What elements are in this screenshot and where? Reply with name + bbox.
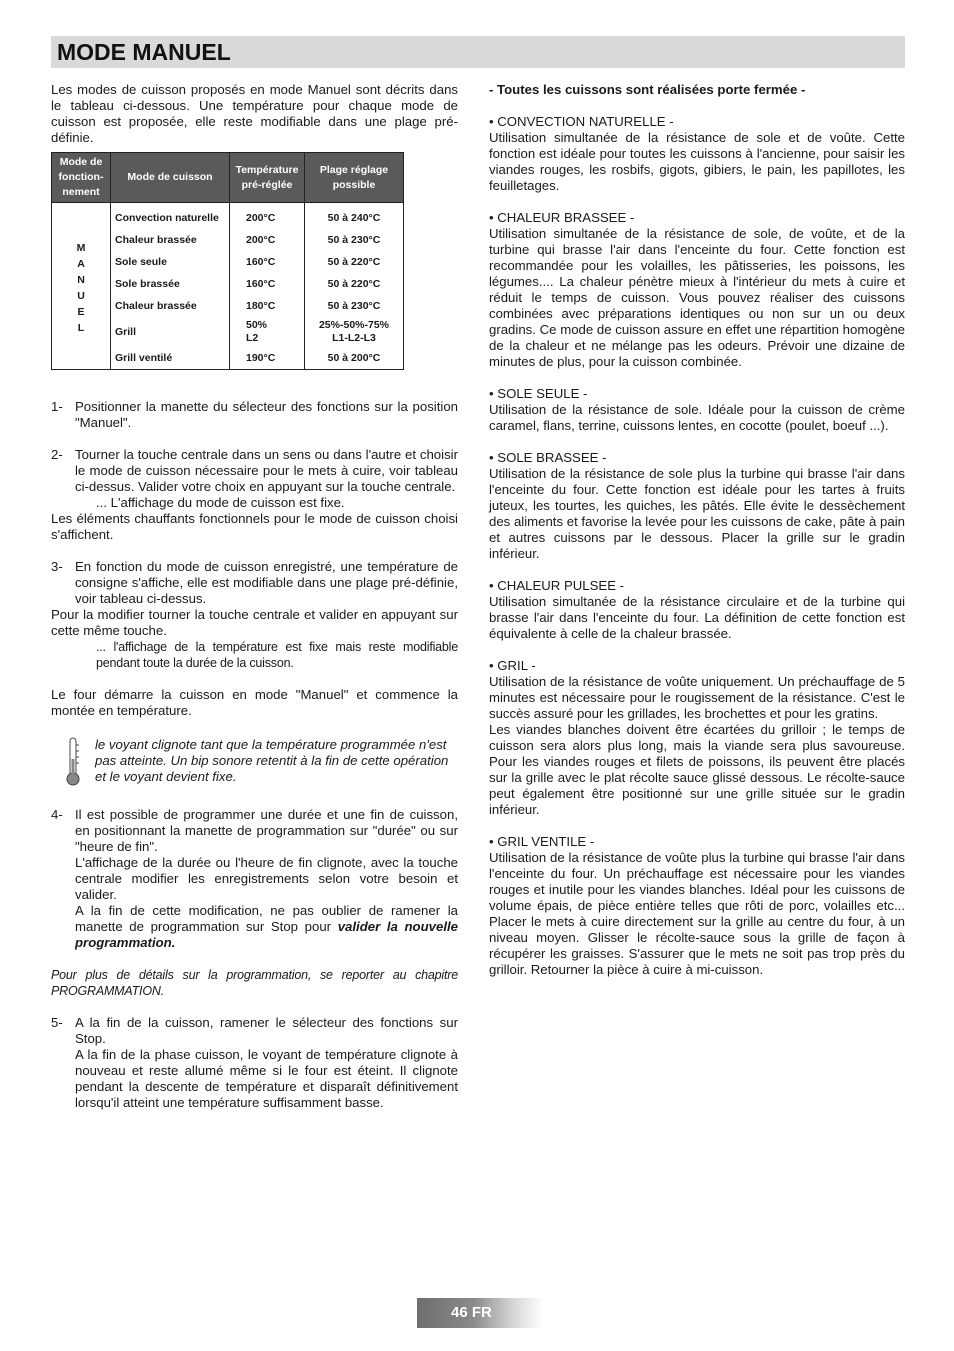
thermometer-icon <box>65 737 95 791</box>
section-text: Utilisation simultanée de la résistance de sole, de voûte, et de la turbine qui brasse l'air dans l'enceinte du four. Cette fonction est recommandée pour les volailles, les pâtisseries, les poissons, les légumes.... La chaleur pénètre mieux à l'intérieur du mets à cuire et réduit le temps de cuisson. Vous pouvez réaliser des cuissons combinées avec préparations identiques ou non sur un ou deux gradins. Ce mode de cuisson assure en effet une répartition homogène de la chaleur et ne mélange pas les odeurs. Prévoir une dizaine de minutes de plus, pour la cuisson combinée. <box>489 226 905 369</box>
section-title: • SOLE SEULE - <box>489 386 588 401</box>
section-sole-brassee <box>489 450 905 562</box>
section-title: • GRIL VENTILE - <box>489 834 595 849</box>
step-4-a: Il est possible de programmer une durée et une fin de cuisson, en positionnant la manette de programmation sur "durée" ou sur "heure de fin". <box>75 807 458 854</box>
table-cell-range: 50 à 230°C <box>305 229 404 251</box>
step-5-a: A la fin de la cuisson, ramener le sélecteur des fonctions sur Stop. <box>75 1015 458 1046</box>
section-title: • GRIL - <box>489 658 536 673</box>
page-number: 46 FR <box>451 1304 492 1321</box>
closed-door-note: - Toutes les cuissons sont réalisées porte fermée - <box>489 82 806 97</box>
table-cell-temp: 160°C <box>230 273 305 295</box>
step-1: 1- Positionner la manette du sélecteur des fonctions sur la position "Manuel". <box>51 399 458 430</box>
table-row <box>52 203 404 230</box>
section-text: Utilisation de la résistance de sole plus la turbine qui brasse l'air dans l'enceinte du four. Cette fonction est idéale pour les tartes à fruits juteux, les tourtes, les quiches, les pâtés. Elle évite le dessèchement des aliments et favorise la levée pour les cuissons de cake, pâte à pain et autres cuissons par le dessous. Placer la grille sur le gradin inférieur. <box>489 466 905 561</box>
thermometer-note <box>51 737 458 791</box>
right-column <box>489 82 905 978</box>
section-chaleur-pulsee <box>489 578 905 642</box>
step-3-note: ... l'affichage de la température est fixe mais reste modifiable pendant toute la durée de la cuisson. <box>96 640 458 670</box>
table-cell-temp: 200°C <box>230 229 305 251</box>
section-text: Utilisation simultanée de la résistance de sole et de voûte. Cette fonction est idéale pour toutes les cuissons à l'ancienne, pour saisir les viandes rouges, les rosbifs, gigots, gibiers, le pain, les papillotes, les feuilletages. <box>489 130 905 193</box>
cooking-mode-table <box>51 152 404 370</box>
section-title: • CHALEUR BRASSEE - <box>489 210 635 225</box>
table-cell-range: 50 à 220°C <box>305 273 404 295</box>
section-title: • CONVECTION NATURELLE - <box>489 114 674 129</box>
table-cell-temp: 50% L2 <box>230 317 305 347</box>
table-cell-temp: 200°C <box>230 203 305 230</box>
table-header-preset-temp: Température pré-réglée <box>230 153 305 203</box>
left-column <box>51 82 458 1111</box>
intro-paragraph: Les modes de cuisson proposés en mode Manuel sont décrits dans le tableau ci-dessous. Une température pour chaque mode de cuisson est proposée, elle reste modifiable dans une plage pré-définie. <box>51 82 458 145</box>
page-number-tab <box>417 1298 543 1328</box>
step-5: 5- A la fin de la cuisson, ramener le sélecteur des fonctions sur Stop. A la fin de la phase cuisson, le voyant de température clignote à nouveau et reste allumé même si le four est éteint. Il clignote pendant la descente de température et disparaît définitivement lorsqu'il atteint une température suffisamment basse. <box>51 1015 458 1110</box>
table-cell-mode: Chaleur brassée <box>111 295 230 317</box>
table-cell-range: 25%-50%-75% L1-L2-L3 <box>305 317 404 347</box>
table-header-operating-mode: Mode de fonction-nement <box>52 153 111 203</box>
table-header-range: Plage réglage possible <box>305 153 404 203</box>
table-cell-mode: Chaleur brassée <box>111 229 230 251</box>
page-title: MODE MANUEL <box>57 39 231 65</box>
table-cell-temp: 190°C <box>230 347 305 370</box>
section-gril-ventile <box>489 834 905 978</box>
header-bar <box>51 36 905 68</box>
step-5-b: A la fin de la phase cuisson, le voyant de température clignote à nouveau et reste allumé même si le four est éteint. Il clignote pendant la descente de température et disparaît définitivement lorsqu'il atteint une température suffisamment basse. <box>75 1047 458 1110</box>
step-2: 2- Tourner la touche centrale dans un sens ou dans l'autre et choisir le mode de cuisson nécessaire pour le mets à cuire, voir tableau ci-dessus. Valider votre choix en appuyant sur la touche centrale. <box>51 447 458 494</box>
section-text: Utilisation de la résistance de sole. Idéale pour la cuisson de crème caramel, flans, terrine, cuissons lentes, en cocotte (poulet, boeuf ...). <box>489 402 905 433</box>
step-4-b: L'affichage de la durée ou l'heure de fin clignote, avec la touche centrale modifier les enregistrements selon votre besoin et valider. <box>75 855 458 902</box>
programming-note: Pour plus de détails sur la programmation, se reporter au chapitre PROGRAMMATION. <box>51 968 458 998</box>
table-cell-temp: 180°C <box>230 295 305 317</box>
section-text: Utilisation simultanée de la résistance circulaire et de la turbine qui brasse l'air dans l'enceinte du four. La définition de cette fonction est équivalente à celle de la chaleur brassée. <box>489 594 905 641</box>
table-cell-range: 50 à 240°C <box>305 203 404 230</box>
section-gril <box>489 658 905 818</box>
table-cell-temp: 160°C <box>230 251 305 273</box>
step-3: 3- En fonction du mode de cuisson enregistré, une température de consigne s'affiche, elle est modifiable dans une plage pré-définie, voir tableau ci-dessus. <box>51 559 458 606</box>
start-text: Le four démarre la cuisson en mode "Manuel" et commence la montée en température. <box>51 687 458 718</box>
section-convection <box>489 114 905 194</box>
table-cell-mode: Sole brassée <box>111 273 230 295</box>
table-side-label: M A N U E L <box>52 203 111 370</box>
section-chaleur-brassee <box>489 210 905 370</box>
step-3-b: Pour la modifier tourner la touche centrale et valider en appuyant sur cette même touche. <box>51 607 458 638</box>
table-cell-mode: Sole seule <box>111 251 230 273</box>
table-cell-mode: Grill ventilé <box>111 347 230 370</box>
step-4-c: A la fin de cette modification, ne pas oublier de ramener la manette de programmation sur Stop pour valider la nouvelle programmation. <box>75 903 458 950</box>
step-4: 4- Il est possible de programmer une durée et une fin de cuisson, en positionnant la manette de programmation sur "durée" ou sur "heure de fin". L'affichage de la durée ou l'heure de fin clignote, avec la touche centrale modifier les enregistrements selon votre besoin et valider. A la fin de cette modification, ne pas oublier de ramener la manette de programmation sur Stop pour valider la nouvelle programmation. <box>51 807 458 950</box>
section-title: • CHALEUR PULSEE - <box>489 578 625 593</box>
blink-note: le voyant clignote tant que la température programmée n'est pas atteinte. Un bip sonore retentit à la fin de cette opération et le voyant devient fixe. <box>95 737 449 784</box>
section-text: Utilisation de la résistance de voûte plus la turbine qui brasse l'air dans l'enceinte du four. Un préchauffage est nécessaire pour les viandes rouges et inutile pour les viandes blanches. Idéal pour les cuissons de volume épais, de pièce entière telles que rôti de porc, volailles etc... Placer le mets à cuire directement sur la grille au centre du four, à un niveau moyen. Glisser le récolte-sauce sous la grille de façon à récupérer les graisses. S'assurer que le mets ne soit pas trop près du grilloir. Retourner la pièce à cuire à mi-cuisson. <box>489 850 905 977</box>
table-cell-range: 50 à 220°C <box>305 251 404 273</box>
table-cell-range: 50 à 230°C <box>305 295 404 317</box>
table-cell-mode: Convection naturelle <box>111 203 230 230</box>
section-text: Utilisation de la résistance de voûte uniquement. Un préchauffage de 5 minutes est nécessaire pour le rougissement de la résistance. C'est le succès assuré pour les grillades, les brochettes et pour les gratins. <box>489 674 905 721</box>
table-cell-range: 50 à 200°C <box>305 347 404 370</box>
section-sole-seule <box>489 386 905 434</box>
table-cell-mode: Grill <box>111 317 230 347</box>
step-2-note: ... L'affichage du mode de cuisson est fixe. <box>96 495 345 510</box>
step-2-after: Les éléments chauffants fonctionnels pour le mode de cuisson choisi s'affichent. <box>51 511 458 542</box>
table-header-cooking-mode: Mode de cuisson <box>111 153 230 203</box>
section-text-2: Les viandes blanches doivent être écartées du grilloir ; le temps de cuisson sera alors plus long, mais la viande sera plus savoureuse. Pour les viandes rouges et filets de poissons, ils peuvent être placés sur la grille avec le plat récolte sauce glissé dessous. Le récolte-sauce peut également être positionné sur une grille située sur le gradin inférieur. <box>489 722 905 817</box>
section-title: • SOLE BRASSEE - <box>489 450 607 465</box>
